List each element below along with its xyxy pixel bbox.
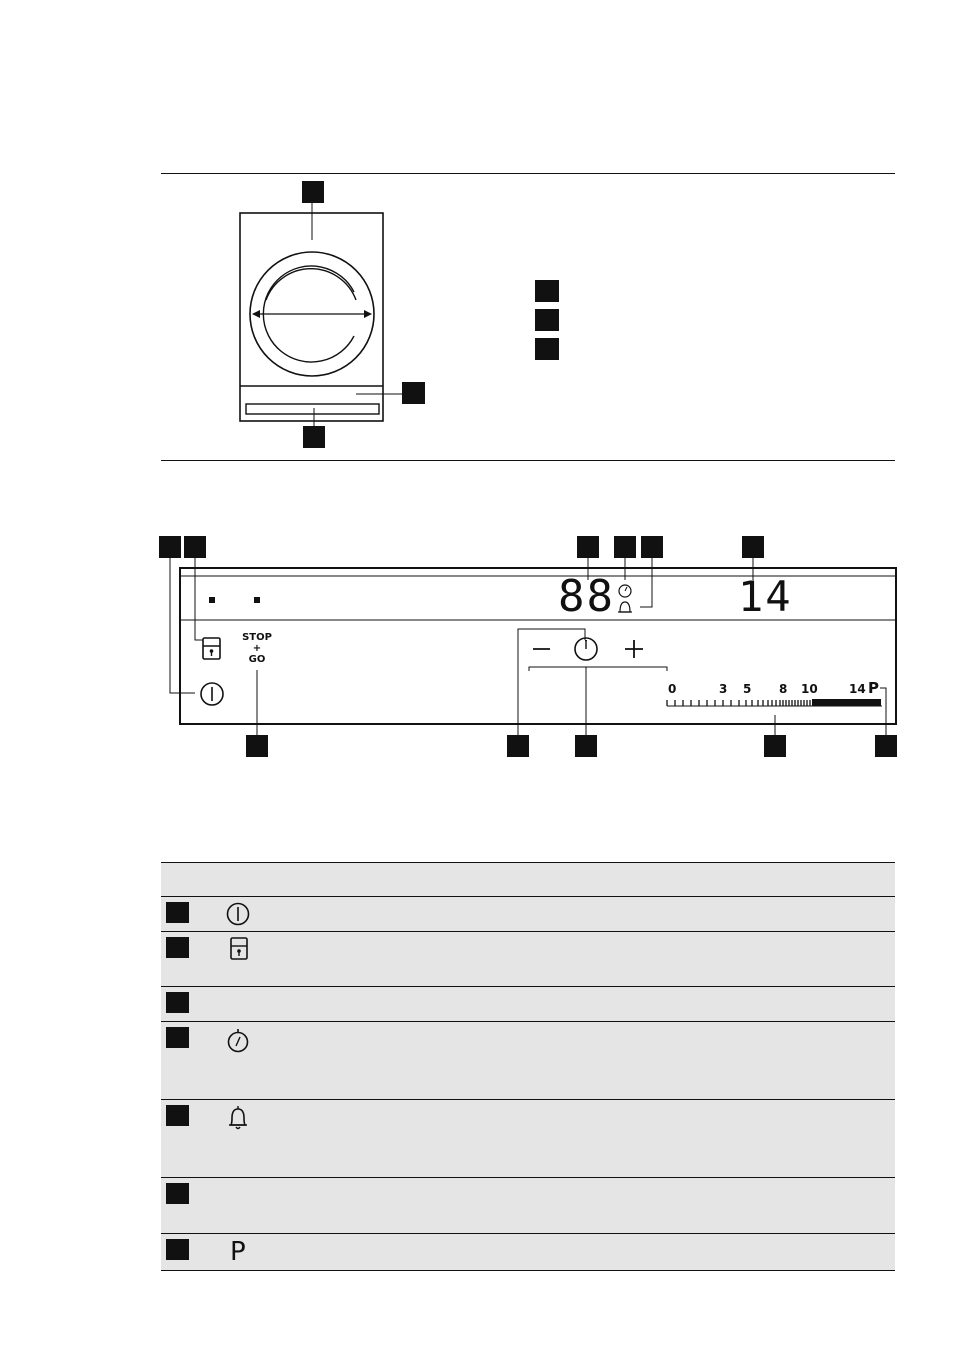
legend-marker-2 [535,309,559,331]
row-number-marker [166,902,189,923]
scale-label-0: 0 [668,682,677,696]
scale-label-3: 3 [719,682,728,696]
lock-icon [229,936,249,966]
top-rule-1 [161,173,895,174]
row-number-marker [166,937,189,958]
on-off-icon [225,901,251,931]
row-number-marker [166,1239,189,1260]
scale-label-10: 10 [801,682,818,696]
top-rule-2 [161,460,895,461]
table-row [161,896,895,931]
scale-label-14: 14 [849,682,866,696]
legend-marker-3 [535,338,559,360]
cooking-zone-diagram [236,180,436,450]
timer-display: 88 [558,571,615,622]
bell-icon [225,1104,251,1136]
scale-label-5: 5 [743,682,752,696]
row-number-marker [166,1027,189,1048]
table-row [161,986,895,1021]
row-number-marker [166,992,189,1013]
plus-label: + [252,643,262,654]
table-row [161,1021,895,1099]
table-row [161,1099,895,1177]
row-number-marker [166,1183,189,1204]
p-symbol-icon: P [230,1237,246,1267]
table-header-row [161,862,895,896]
stopwatch-icon [225,1026,251,1058]
legend-marker-1 [535,280,559,302]
scale-label-p: P [868,679,879,697]
symbol-table [161,862,895,1270]
table-row [161,1233,895,1271]
power-level-display: 14 [738,572,793,621]
go-label: GO [248,654,266,665]
stop-go-button[interactable] [232,632,282,665]
row-number-marker [166,1105,189,1126]
scale-label-8: 8 [779,682,788,696]
table-row [161,1177,895,1233]
table-row [161,931,895,986]
stop-label: STOP [242,632,272,643]
